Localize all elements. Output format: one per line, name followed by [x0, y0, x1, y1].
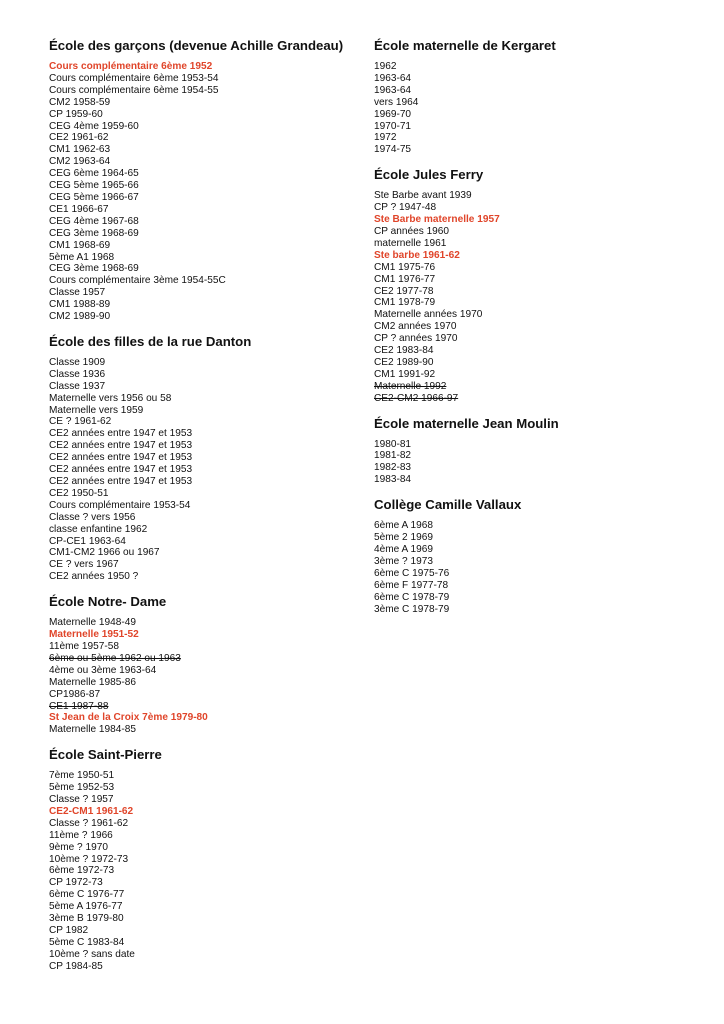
class-photo-entry: CP-CE1 1963-64: [49, 535, 126, 547]
class-photo-entry: 9ème ? 1970: [49, 841, 108, 853]
class-photo-entry: Maternelle 1985-86: [49, 676, 136, 688]
class-photo-entry: CE1 1987-88: [49, 700, 109, 712]
class-photo-entry: CP1986-87: [49, 688, 101, 700]
class-photo-entry: CM2 1963-64: [49, 156, 111, 168]
class-photo-entry: 10ème ? sans date: [49, 948, 135, 960]
school-section-college-camille-vallaux: [374, 497, 694, 615]
class-photo-entry: Ste Barbe avant 1939: [374, 190, 472, 202]
class-photo-entry: Maternelle 1984-85: [49, 724, 136, 736]
class-photo-list: [374, 61, 694, 156]
class-photo-entry: 6ème C 1978-79: [374, 591, 450, 603]
section-title: École Saint-Pierre: [49, 747, 162, 763]
class-photo-entry: 1983-84: [374, 474, 412, 486]
class-photo-entry: 3ème C 1978-79: [374, 603, 450, 615]
class-photo-entry: Ste Barbe maternelle 1957: [374, 214, 500, 226]
class-photo-entry: CP 1972-73: [49, 877, 103, 889]
school-section-ecole-jules-ferry: [374, 167, 694, 404]
class-photo-entry: CP 1959-60: [49, 108, 103, 120]
school-section-ecole-saint-pierre: [49, 747, 349, 972]
class-photo-entry: CM1 1991-92: [374, 368, 436, 380]
class-photo-entry: CE2-CM1 1961-62: [49, 805, 134, 817]
class-photo-entry: Maternelle 1992: [374, 380, 447, 392]
class-photo-entry: 1980-81: [374, 438, 412, 450]
class-photo-entry: CE2 années entre 1947 et 1953: [49, 428, 193, 440]
class-photo-entry: 1982-83: [374, 462, 412, 474]
class-photo-entry: Classe ? 1961-62: [49, 817, 129, 829]
class-photo-entry: CE ? vers 1967: [49, 559, 119, 571]
class-photo-entry: CE ? 1961-62: [49, 416, 112, 428]
school-section-ecole-notre-dame: [49, 594, 349, 736]
right-column: [374, 38, 694, 626]
class-photo-entry: CM1 1968-69: [49, 239, 111, 251]
class-photo-entry: maternelle 1961: [374, 237, 447, 249]
class-photo-entry: CE2 années entre 1947 et 1953: [49, 452, 193, 464]
class-photo-entry: CE2 1977-78: [374, 285, 434, 297]
class-photo-entry: 1962: [374, 61, 397, 72]
class-photo-entry: 6ème F 1977-78: [374, 579, 449, 591]
class-photo-entry: Cours complémentaire 3ème 1954-55C: [49, 275, 226, 287]
class-photo-entry: CP 1982: [49, 925, 89, 936]
class-photo-entry: 4ème ou 3ème 1963-64: [49, 664, 157, 676]
class-photo-entry: CE2 années 1950 ?: [49, 571, 139, 583]
class-photo-entry: Cours complémentaire 6ème 1954-55: [49, 84, 219, 96]
class-photo-list: [49, 357, 349, 583]
class-photo-entry: CEG 4ème 1967-68: [49, 215, 139, 227]
class-photo-entry: Classe 1936: [49, 368, 106, 380]
section-title: École Jules Ferry: [374, 167, 484, 183]
class-photo-list: [49, 617, 349, 736]
class-photo-entry: 4ème A 1969: [374, 544, 433, 555]
section-title: École des garçons (devenue Achille Grandeau): [49, 38, 344, 53]
class-photo-entry: CEG 6ème 1964-65: [49, 168, 139, 180]
class-photo-entry: 1970-71: [374, 120, 412, 132]
section-title: École maternelle de Kergaret: [374, 38, 556, 53]
section-title: École Notre- Dame: [49, 594, 167, 610]
class-photo-entry: CM1 1978-79: [374, 297, 436, 309]
class-photo-entry: CE2-CM2 1966-97: [374, 392, 459, 404]
class-photo-entry: CM2 1958-59: [49, 96, 111, 108]
class-photo-entry: Cours complémentaire 6ème 1952: [49, 61, 213, 72]
class-photo-entry: Classe 1937: [49, 380, 106, 392]
class-photo-entry: CP 1984-85: [49, 960, 103, 972]
class-photo-entry: vers 1964: [374, 96, 419, 108]
class-photo-entry: Classe 1957: [49, 287, 106, 299]
class-photo-entry: 11ème ? 1966: [49, 829, 113, 841]
class-photo-entry: classe enfantine 1962: [49, 523, 148, 535]
section-title: Collège Camille Vallaux: [374, 497, 522, 513]
school-section-ecole-des-filles-de-la-rue-danton: [49, 334, 349, 583]
class-photo-entry: 1974-75: [374, 144, 412, 156]
class-photo-entry: CE2 années entre 1947 et 1953: [49, 464, 193, 476]
school-section-ecole-des-garcons-devenue-achille-grandeau: [49, 38, 349, 323]
class-photo-entry: Classe 1909: [49, 356, 106, 368]
class-photo-entry: CP ? années 1970: [374, 333, 458, 345]
class-photo-entry: Maternelle vers 1959: [49, 404, 144, 416]
class-photo-entry: Ste barbe 1961-62: [374, 249, 460, 261]
class-photo-entry: Cours complémentaire 1953-54: [49, 499, 191, 511]
class-photo-entry: 1963-64: [374, 72, 412, 84]
class-photo-entry: 6ème A 1968: [374, 520, 433, 532]
class-photo-entry: CEG 3ème 1968-69: [49, 227, 139, 239]
class-photo-entry: CE2 années entre 1947 et 1953: [49, 440, 193, 452]
class-photo-entry: CE2 1961-62: [49, 132, 109, 144]
class-photo-entry: CE2 1950-51: [49, 487, 109, 499]
class-photo-entry: Maternelle 1948-49: [49, 617, 136, 629]
class-photo-list: [49, 770, 349, 972]
class-photo-entry: 6ème 1972-73: [49, 865, 115, 877]
section-title: École maternelle Jean Moulin: [374, 415, 559, 431]
left-column: [49, 38, 349, 984]
class-photo-list: [374, 439, 694, 487]
class-photo-entry: 5ème 2 1969: [374, 532, 433, 544]
class-photo-entry: CEG 5ème 1965-66: [49, 180, 139, 192]
class-photo-entry: CEG 5ème 1966-67: [49, 191, 139, 203]
class-photo-entry: CEG 3ème 1968-69: [49, 263, 139, 275]
school-section-ecole-maternelle-jean-moulin: [374, 416, 694, 487]
class-photo-entry: CEG 4ème 1959-60: [49, 120, 139, 132]
school-section-ecole-maternelle-de-kergaret: [374, 38, 694, 156]
class-photo-list: [374, 190, 694, 404]
section-title: École des filles de la rue Danton: [49, 333, 252, 349]
class-photo-entry: CM1 1975-76: [374, 261, 436, 273]
class-photo-entry: 6ème C 1975-76: [374, 567, 450, 579]
class-photo-list: [49, 61, 349, 323]
class-photo-entry: 1963-64: [374, 84, 412, 96]
class-photo-entry: Classe ? vers 1956: [49, 511, 136, 523]
class-photo-entry: CE1 1966-67: [49, 203, 109, 215]
class-photo-entry: 1981-82: [374, 450, 412, 462]
class-photo-entry: 7ème 1950-51: [49, 770, 115, 782]
class-photo-entry: 5ème A1 1968: [49, 251, 115, 263]
class-photo-entry: CM1 1988-89: [49, 299, 111, 311]
class-photo-entry: CE2 années entre 1947 et 1953: [49, 476, 193, 487]
class-photo-entry: Classe ? 1957: [49, 794, 114, 806]
class-photo-entry: CM1-CM2 1966 ou 1967: [49, 547, 160, 559]
class-photo-entry: CM2 1989-90: [49, 311, 111, 323]
class-photo-entry: CM2 années 1970: [374, 321, 457, 333]
class-photo-entry: 5ème 1952-53: [49, 782, 115, 794]
class-photo-entry: 5ème A 1976-77: [49, 901, 123, 913]
class-photo-entry: CP ? 1947-48: [374, 202, 437, 214]
class-photo-entry: 5ème C 1983-84: [49, 936, 125, 948]
class-photo-entry: Cours complémentaire 6ème 1953-54: [49, 72, 219, 84]
class-photo-entry: CE2 1983-84: [374, 345, 434, 357]
class-photo-entry: 3ème B 1979-80: [49, 913, 124, 925]
class-photo-entry: Maternelle vers 1956 ou 58: [49, 392, 172, 404]
class-photo-entry: CE2 1989-90: [374, 356, 434, 368]
class-photo-entry: 10ème ? 1972-73: [49, 853, 129, 865]
class-photo-list: [374, 520, 694, 615]
class-photo-entry: 6ème ou 5ème 1962 ou 1963: [49, 652, 181, 664]
class-photo-entry: 3ème ? 1973: [374, 555, 433, 567]
class-photo-entry: Maternelle années 1970: [374, 309, 483, 321]
class-photo-entry: 11ème 1957-58: [49, 640, 119, 652]
class-photo-entry: St Jean de la Croix 7ème 1979-80: [49, 712, 208, 724]
class-photo-entry: Maternelle 1951-52: [49, 629, 139, 641]
class-photo-entry: CM1 1962-63: [49, 144, 111, 156]
class-photo-entry: CP années 1960: [374, 225, 450, 237]
class-photo-entry: CM1 1976-77: [374, 273, 436, 285]
class-photo-entry: 1969-70: [374, 108, 412, 120]
class-photo-entry: 1972: [374, 132, 397, 144]
class-photo-entry: 6ème C 1976-77: [49, 889, 125, 901]
